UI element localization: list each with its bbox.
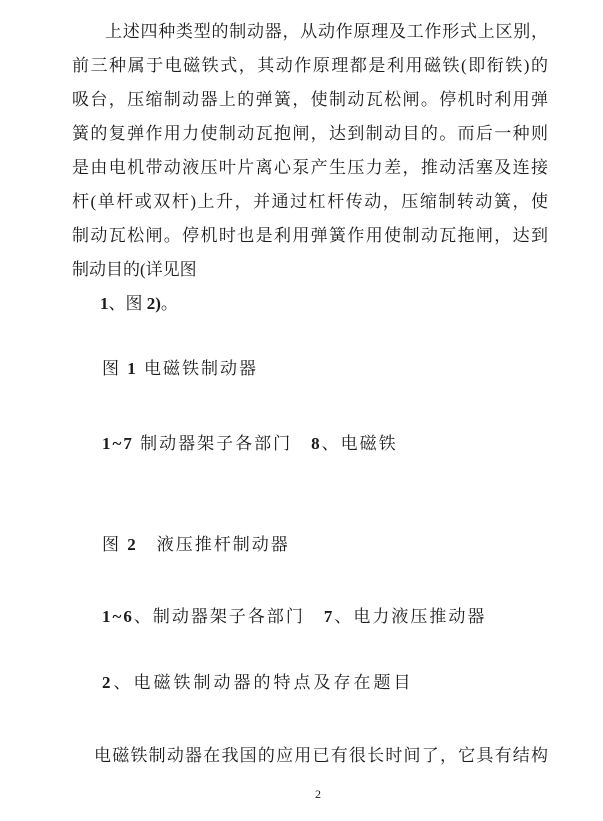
figure1-legend (102, 427, 398, 461)
text-segment (292, 434, 311, 453)
text-segment: 1~7 (102, 434, 134, 453)
paragraph-line: 制动目的(详见图 (72, 260, 197, 279)
text-segment: 2) (146, 294, 161, 313)
text-segment: 1~6 (102, 607, 134, 626)
text-segment: 、电力液压推动器 (334, 607, 487, 626)
paragraph-line: 制动瓦松闸。停机时也是利用弹簧作用使制动瓦拖闸，达到 (72, 226, 548, 245)
text-segment: 、图 (108, 294, 147, 313)
text-segment (305, 607, 324, 626)
text-segment: 制动器架子各部门 (133, 434, 293, 453)
paragraph-line: 前三种属于电磁铁式，其动作原理都是利用磁铁(即衔铁)的 (72, 56, 548, 75)
text-segment: 7 (323, 607, 335, 626)
text-segment: 液压推杆制动器 (137, 535, 290, 554)
text-segment: 、电磁铁制动器的特点及存在题目 (113, 673, 414, 692)
paragraph-line: 吸台，压缩制动器上的弹簧，使制动瓦松闸。停机时利用弹 (72, 90, 548, 109)
text-segment: 、电磁铁 (321, 434, 398, 453)
paragraph-line: 杆(单杆或双杆)上升，并通过杠杆传动，压缩制转动簧，使 (72, 192, 548, 211)
text-segment: 2 (102, 673, 114, 692)
page-number: 2 (315, 787, 321, 801)
figure2-legend (102, 600, 486, 634)
text-segment: 。 (160, 294, 178, 313)
text-segment: 图 (102, 359, 128, 378)
text-segment: 1 (127, 359, 138, 378)
text-segment: 、制动器架子各部门 (133, 607, 305, 626)
figure1-caption (102, 352, 258, 386)
paragraph-line: 是由电机带动液压叶片离心泵产生压力差，推动活塞及连接 (72, 158, 548, 177)
paragraph-line: 电磁铁制动器在我国的应用已有很长时间了，它具有结构 (94, 746, 548, 765)
text-segment: 8 (311, 434, 322, 453)
paragraph-line: 簧的复弹作用力使制动瓦抱闸，达到制动目的。而后一种则 (72, 124, 548, 143)
section-heading (102, 666, 414, 700)
text-segment: 2 (127, 535, 138, 554)
figure-reference-line (72, 287, 548, 321)
text-segment: 1 (100, 294, 109, 313)
paragraph-line: 上述四种类型的制动器，从动作原理及工作形式上区别， (105, 22, 548, 41)
text-segment: 图 (102, 535, 128, 554)
text-segment: 电磁铁制动器 (137, 359, 258, 378)
figure2-caption (102, 528, 290, 562)
